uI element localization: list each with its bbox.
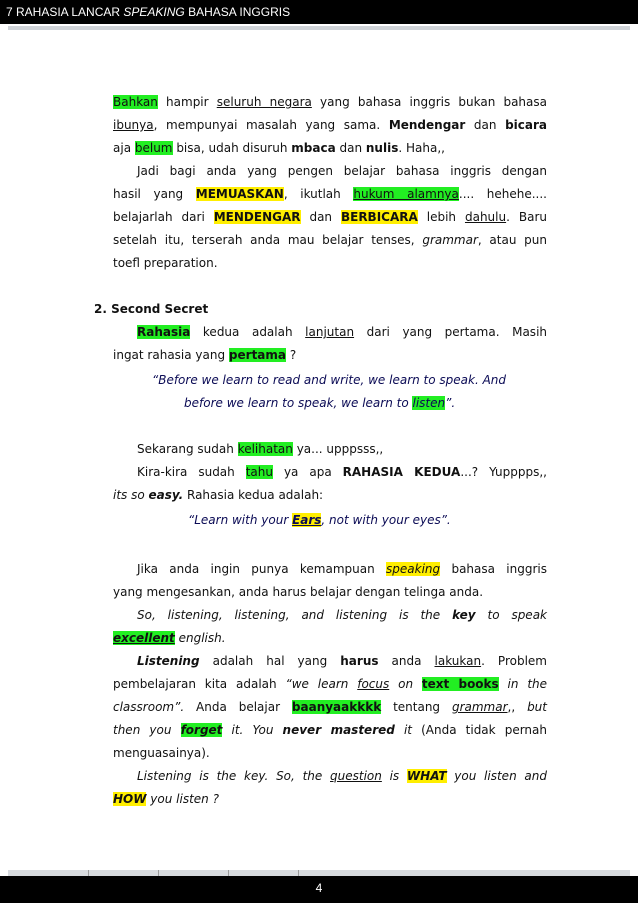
page-footer: [0, 876, 638, 903]
p3-line-4: excellent english.: [113, 631, 226, 645]
header-rule: [8, 26, 630, 30]
section-2-heading: 2. Second Secret: [94, 302, 209, 316]
p2-line-5: toefl preparation.: [113, 256, 218, 270]
p3-line-5: Listening adalah hal yang harus anda lakukan. Problem: [137, 654, 547, 668]
p3-line-11: HOW you listen ?: [113, 792, 219, 806]
p1-line-3: aja belum bisa, udah disuruh mbaca dan nulis. Haha,,: [113, 141, 445, 155]
s2-line-2: ingat rahasia yang pertama ?: [113, 348, 297, 362]
s2-line-4: Kira-kira sudah tahu ya apa RAHASIA KEDUA...? Yupppps,,: [137, 465, 547, 479]
p2-line-4: setelah itu, terserah anda mau belajar tenses, grammar, atau pun: [113, 233, 547, 247]
p3-line-3: So, listening, listening, and listening is the key to speak: [137, 608, 547, 622]
page-header: [0, 0, 638, 24]
p3-line-1: Jika anda ingin punya kemampuan speaking bahasa inggris: [137, 562, 547, 576]
header-text: 7 RAHASIA LANCAR SPEAKING BAHASA INGGRIS: [6, 5, 291, 19]
p3-line-6: pembelajaran kita adalah “we learn focus on text books in the: [113, 677, 548, 691]
page-number: 4: [315, 881, 323, 895]
quote-2: “Learn with your Ears, not with your eyes”.: [188, 513, 451, 527]
p2-line-2: hasil yang MEMUASKAN, ikutlah hukum alamnya.... hehehe....: [113, 187, 547, 201]
p3-line-2: yang mengesankan, anda harus belajar dengan telinga anda.: [113, 585, 484, 599]
p2-line-1: Jadi bagi anda yang pengen belajar bahasa inggris dengan: [137, 164, 547, 178]
p2-line-3: belajarlah dari MENDENGAR dan BERBICARA lebih dahulu. Baru: [113, 210, 547, 224]
p3-line-10: Listening is the key. So, the question is WHAT you listen and: [137, 769, 547, 783]
p3-line-8: then you forget it. You never mastered it (Anda tidak pernah: [113, 723, 547, 737]
p3-line-9: menguasainya).: [113, 746, 210, 760]
s2-line-5: its so easy. Rahasia kedua adalah:: [113, 488, 324, 502]
p3-line-7: classroom”. Anda belajar baanyaakkkk tentang grammar,, but: [113, 700, 547, 714]
p1-line-1: Bahkan hampir seluruh negara yang bahasa inggris bukan bahasa: [113, 95, 547, 109]
s2-line-3: Sekarang sudah kelihatan ya... upppsss,,: [137, 442, 384, 456]
s2-line-1: Rahasia kedua adalah lanjutan dari yang pertama. Masih: [137, 325, 548, 339]
p1-line-2: ibunya, mempunyai masalah yang sama. Mendengar dan bicara: [113, 118, 547, 132]
quote-1-line-2: before we learn to speak, we learn to listen”.: [184, 396, 456, 410]
quote-1-line-1: “Before we learn to read and write, we learn to speak. And: [152, 373, 507, 387]
